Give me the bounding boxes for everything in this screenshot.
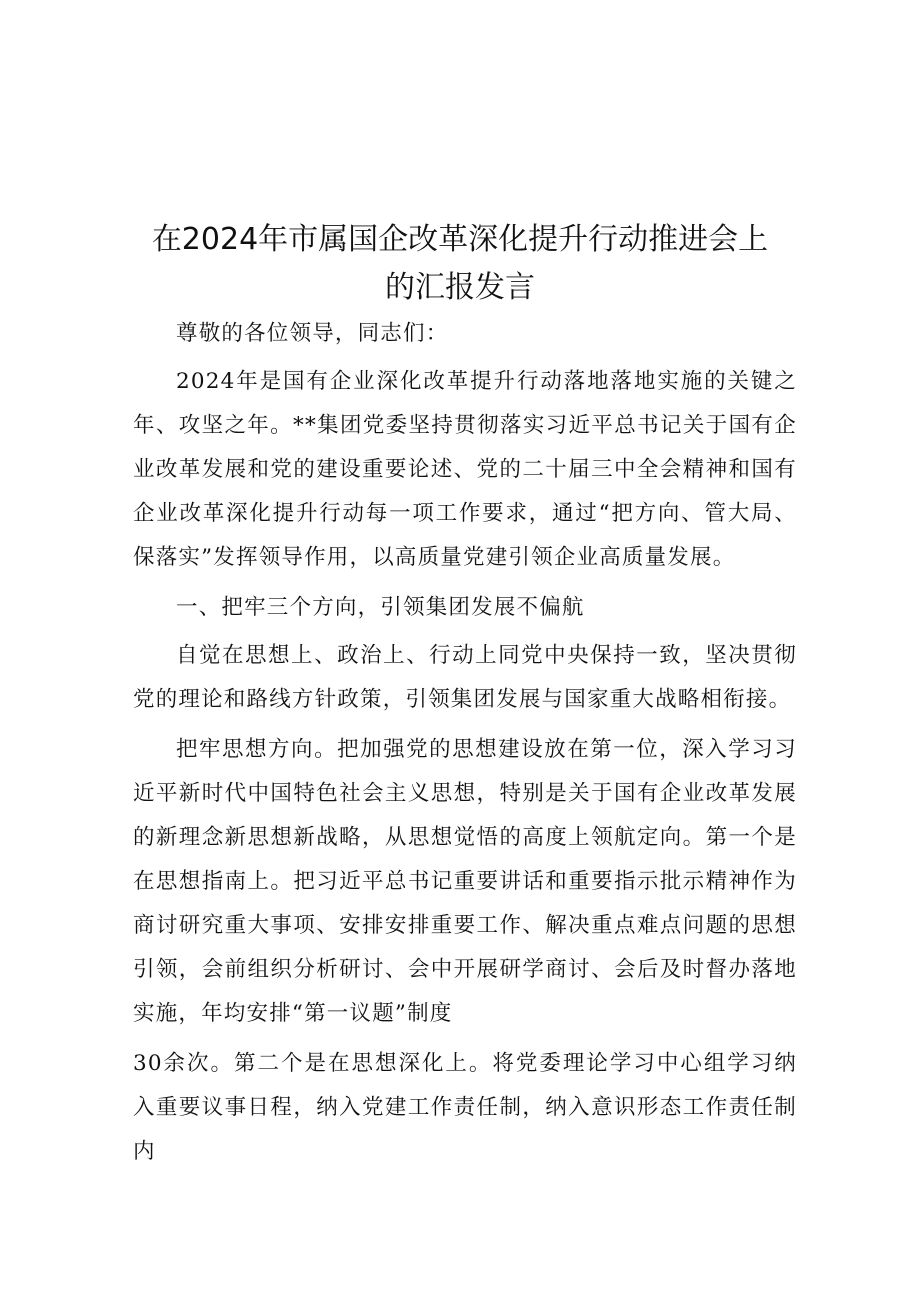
paragraph-continuation: 30余次。第二个是在思想深化上。将党委理论学习中心组学习纳入重要议事日程，纳入党建工作责任制，纳入意识形态工作责任制内: [133, 1051, 797, 1164]
section-heading-1: 一、把牢三个方向，引领集团发展不偏航: [176, 595, 585, 620]
document-body: [133, 312, 797, 1180]
document-title: [130, 216, 790, 312]
paragraph-thought-direction: 把牢思想方向。把加强党的思想建设放在第一位，深入学习习近平新时代中国特色社会主义思想，特别是关于国有企业改革发展的新理念新思想新战略，从思想觉悟的高度上领航定向。第一个是在思想指南上。把习近平总书记重要讲话和重要指示批示精神作为商讨研究重大事项、安排安排重要工作、解决重点难点问题的思想引领，会前组织分析研讨、会中开展研学商讨、会后及时督办落地实施，年均安排“第一议题”制度: [133, 737, 797, 1026]
paragraph-section-summary: 自觉在思想上、政治上、行动上同党中央保持一致，坚决贯彻党的理论和路线方针政策，引领集团发展与国家重大战略相衔接。: [133, 643, 797, 712]
salutation: 尊敬的各位领导，同志们：: [176, 321, 449, 346]
title-line-1: 在2024年市属国企改革深化提升行动推进会上: [151, 222, 769, 257]
paragraph-intro: 2024年是国有企业深化改革提升行动落地落地实施的关键之年、攻坚之年。**集团党委坚持贯彻落实习近平总书记关于国有企业改革发展和党的建设重要论述、党的二十届三中全会精神和国有企业改革深化提升行动每一项工作要求，通过“把方向、管大局、保落实”发挥领导作用，以高质量党建引领企业高质量发展。: [133, 369, 797, 570]
title-line-2: 的汇报发言: [385, 270, 535, 305]
